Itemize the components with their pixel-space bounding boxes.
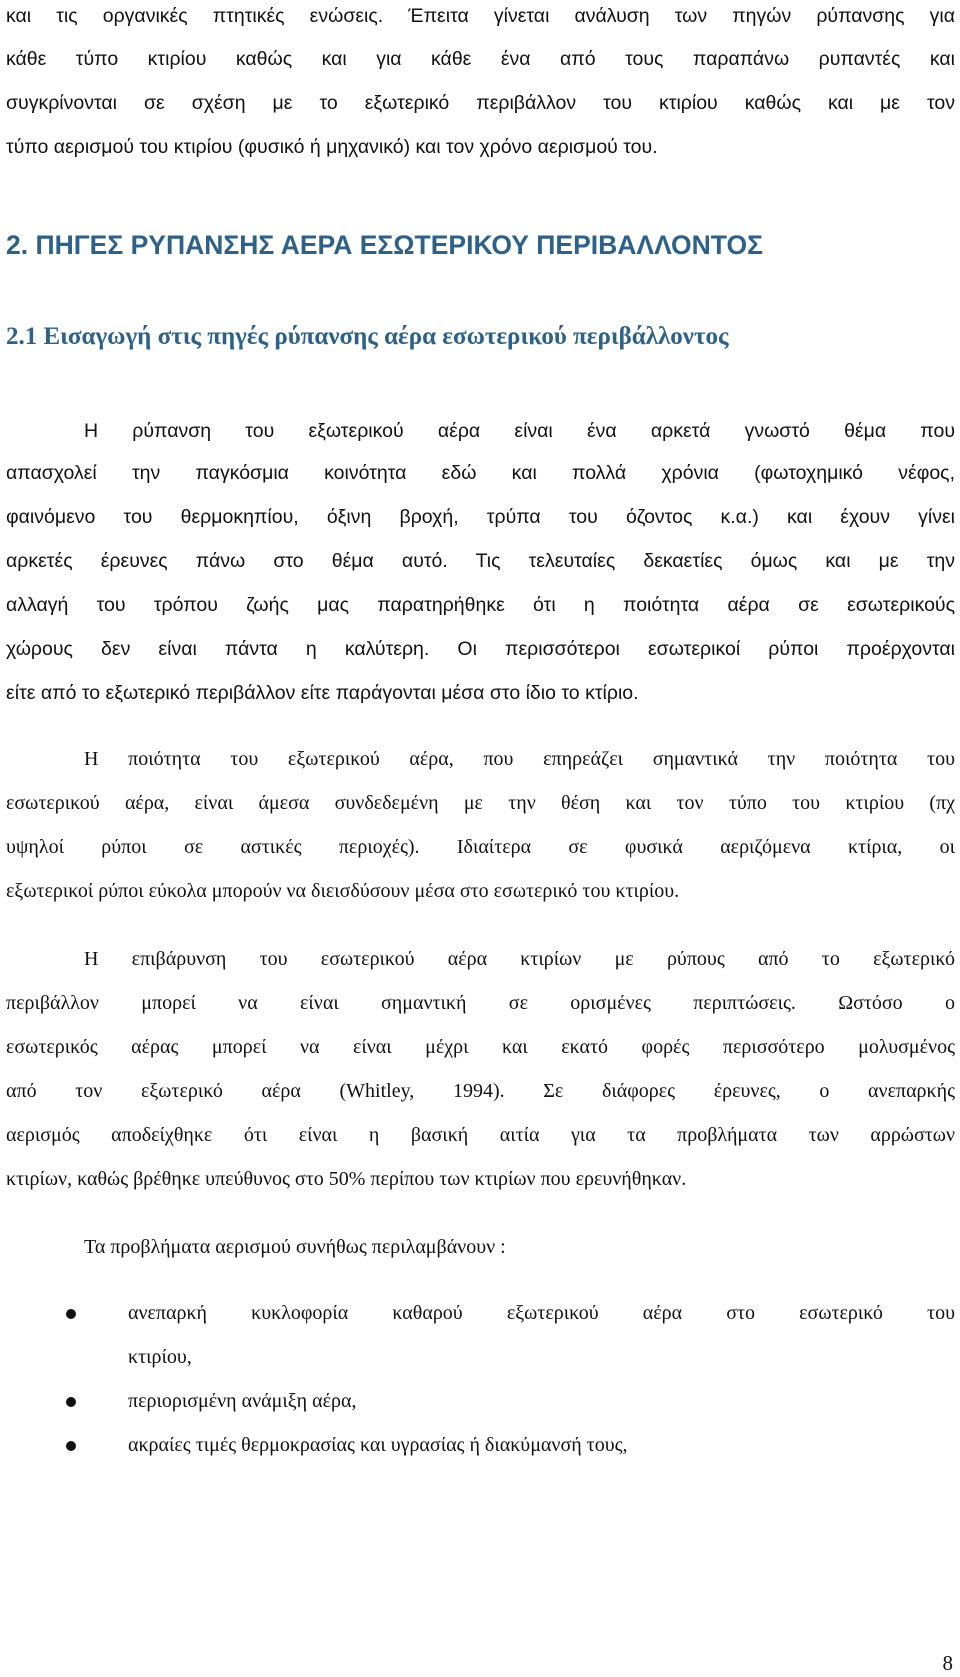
bullet-icon	[66, 1309, 76, 1319]
paragraph-line: περιβάλλον μπορεί να είναι σημαντική σε ορισμένες περιπτώσεις. Ωστόσο ο	[6, 992, 955, 1014]
section-heading: 2. ΠΗΓΕΣ ΡΥΠΑΝΣΗΣ ΑΕΡΑ ΕΣΩΤΕΡΙΚΟΥ ΠΕΡΙΒΑΛΛΟΝΤΟΣ	[6, 230, 764, 260]
list-item-line: κτιρίου,	[128, 1346, 192, 1368]
paragraph-line: υψηλοί ρύποι σε αστικές περιοχές). Ιδιαίτερα σε φυσικά αεριζόμενα κτίρια, οι	[6, 836, 955, 858]
bullet-icon	[66, 1441, 76, 1451]
paragraph-line: απασχολεί την παγκόσμια κοινότητα εδώ και πολλά χρόνια (φωτοχημικό νέφος,	[6, 462, 955, 484]
paragraph-line: εσωτερικού αέρα, είναι άμεσα συνδεδεμένη με την θέση και τον τύπο του κτιρίου (πχ	[6, 792, 955, 814]
intro-line: κάθε τύπο κτιρίου καθώς και για κάθε ένα από τους παραπάνω ρυπαντές και	[6, 48, 955, 70]
list-intro: Τα προβλήματα αερισμού συνήθως περιλαμβάνουν :	[84, 1236, 506, 1258]
paragraph-line: φαινόμενο του θερμοκηπίου, όξινη βροχή, τρύπα του όζοντος κ.α.) και έχουν γίνει	[6, 506, 955, 528]
paragraph-line: εσωτερικός αέρας μπορεί να είναι μέχρι και εκατό φορές περισσότερο μολυσμένος	[6, 1036, 955, 1058]
list-item-line: ακραίες τιμές θερμοκρασίας και υγρασίας ή διακύμανσή τους,	[128, 1434, 628, 1456]
subsection-heading: 2.1 Εισαγωγή στις πηγές ρύπανσης αέρα εσωτερικού περιβάλλοντος	[6, 323, 729, 350]
paragraph-line: αερισμός αποδείχθηκε ότι είναι η βασική αιτία για τα προβλήματα των αρρώστων	[6, 1124, 955, 1146]
intro-line: και τις οργανικές πτητικές ενώσεις. Έπειτα γίνεται ανάλυση των πηγών ρύπανσης για	[6, 5, 955, 27]
paragraph-line: από τον εξωτερικό αέρα (Whitley, 1994). Σε διάφορες έρευνες, ο ανεπαρκής	[6, 1080, 955, 1102]
paragraph-line: χώρους δεν είναι πάντα η καλύτερη. Οι περισσότεροι εσωτερικοί ρύποι προέρχονται	[6, 638, 955, 660]
paragraph-line: Η επιβάρυνση του εσωτερικού αέρα κτιρίων με ρύπους από το εξωτερικό	[84, 948, 955, 970]
paragraph-line: αρκετές έρευνες πάνω στο θέμα αυτό. Τις τελευταίες δεκαετίες όμως και με την	[6, 550, 955, 572]
paragraph-line: Η ρύπανση του εξωτερικού αέρα είναι ένα αρκετά γνωστό θέμα που	[84, 420, 955, 442]
paragraph-line: αλλαγή του τρόπου ζωής μας παρατηρήθηκε ότι η ποιότητα αέρα σε εσωτερικούς	[6, 594, 955, 616]
bullet-icon	[66, 1397, 76, 1407]
paragraph-line: Η ποιότητα του εξωτερικού αέρα, που επηρεάζει σημαντικά την ποιότητα του	[84, 748, 955, 770]
page-number: 8	[942, 1651, 953, 1675]
paragraph-line: εξωτερικοί ρύποι εύκολα μπορούν να διεισδύσουν μέσα στο εσωτερικό του κτιρίου.	[6, 880, 680, 902]
intro-line: συγκρίνονται σε σχέση με το εξωτερικό περιβάλλον του κτιρίου καθώς και με τον	[6, 92, 955, 114]
list-item-line: περιορισμένη ανάμιξη αέρα,	[128, 1390, 357, 1412]
paragraph-line: είτε από το εξωτερικό περιβάλλον είτε παράγονται μέσα στο ίδιο το κτίριο.	[6, 682, 639, 704]
list-item-line: ανεπαρκή κυκλοφορία καθαρού εξωτερικού αέρα στο εσωτερικό του	[128, 1302, 955, 1324]
paragraph-line: κτιρίων, καθώς βρέθηκε υπεύθυνος στο 50% περίπου των κτιρίων που ερευνήθηκαν.	[6, 1168, 687, 1190]
intro-line: τύπο αερισμού του κτιρίου (φυσικό ή μηχανικό) και τον χρόνο αερισμού του.	[6, 136, 658, 158]
